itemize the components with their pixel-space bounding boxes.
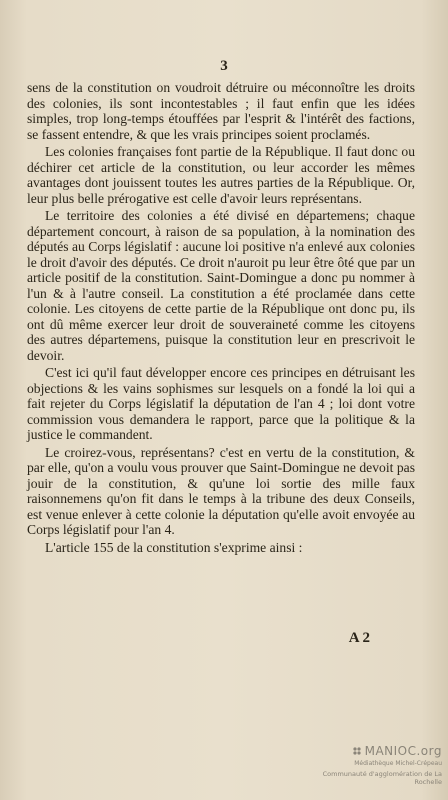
watermark-logo: [310, 744, 442, 758]
library-watermark: [310, 744, 442, 786]
watermark-line-2: Communauté d'agglomération de La Rochelle: [322, 770, 442, 786]
manioc-logo-icon: [352, 746, 362, 756]
paragraph-4: C'est ici qu'il faut développer encore ces principes en détruisant les objections & les vains sophismes sur lesquels on a fondé la loi qui a fait rejeter du Corps législatif la députation de l'an 4 ; loi dont votre commission vous demandera le rapport, parce que la politique & la justice le commandent.: [27, 365, 415, 442]
signature-mark: A 2: [348, 630, 370, 646]
paragraph-1: sens de la constitution on voudroit détruire ou méconnoître les droits des colonies, ils sont incontestables ; il faut enfin que les idées simples, trop long-temps étouffées par l'esprit & l'intérêt des factions, se fassent entendre, & que les vrais principes soient proclamés.: [27, 80, 415, 142]
paragraph-3: Le territoire des colonies a été divisé en départemens; chaque département concourt, à raison de sa population, à la nomination des députés au Corps législatif : aucune loi positive n'a enlevé aux colonies le droit d'avoir des députés. Ce droit n'auroit pu leur être ôté que par un article positif de la constitution. Saint-Domingue a donc pu nommer à l'un & à l'autre conseil. La constitution a été proclamée dans cette colonie. Les citoyens de cette partie de la République ont donc pu, ils ont dû même exercer leur droit de souveraineté comme les citoyens des autres départemens, puisque la constitution leur en prescrivoit le devoir.: [27, 208, 415, 363]
page-number: 3: [220, 58, 228, 74]
paragraph-2: Les colonies françaises font partie de la République. Il faut donc ou déchirer cet article de la constitution, ou leur accorder les mêmes avantages dont jouissent toutes les autres parties de la République. Or, leur plus belle prérogative est celle d'avoir leurs représentans.: [27, 144, 415, 206]
body-text: [27, 80, 415, 555]
watermark-logo-text: MANIOC.org: [364, 744, 442, 758]
watermark-line-1: Médiathèque Michel-Crépeau: [354, 760, 442, 767]
paragraph-6: L'article 155 de la constitution s'exprime ainsi :: [45, 539, 303, 555]
paragraph-5: Le croirez-vous, représentans? c'est en vertu de la constitution, & par elle, qu'on a voulu vous prouver que Saint-Domingue ne devoit pas jouir de la constitution, & qu'une loi sortie des mille faux raisonnemens qu'on fit dans le temps à la tribune des deux Conseils, est venue enlever à cette colonie la députation qu'elle avoit envoyée au Corps législatif pour l'an 4.: [27, 444, 415, 537]
